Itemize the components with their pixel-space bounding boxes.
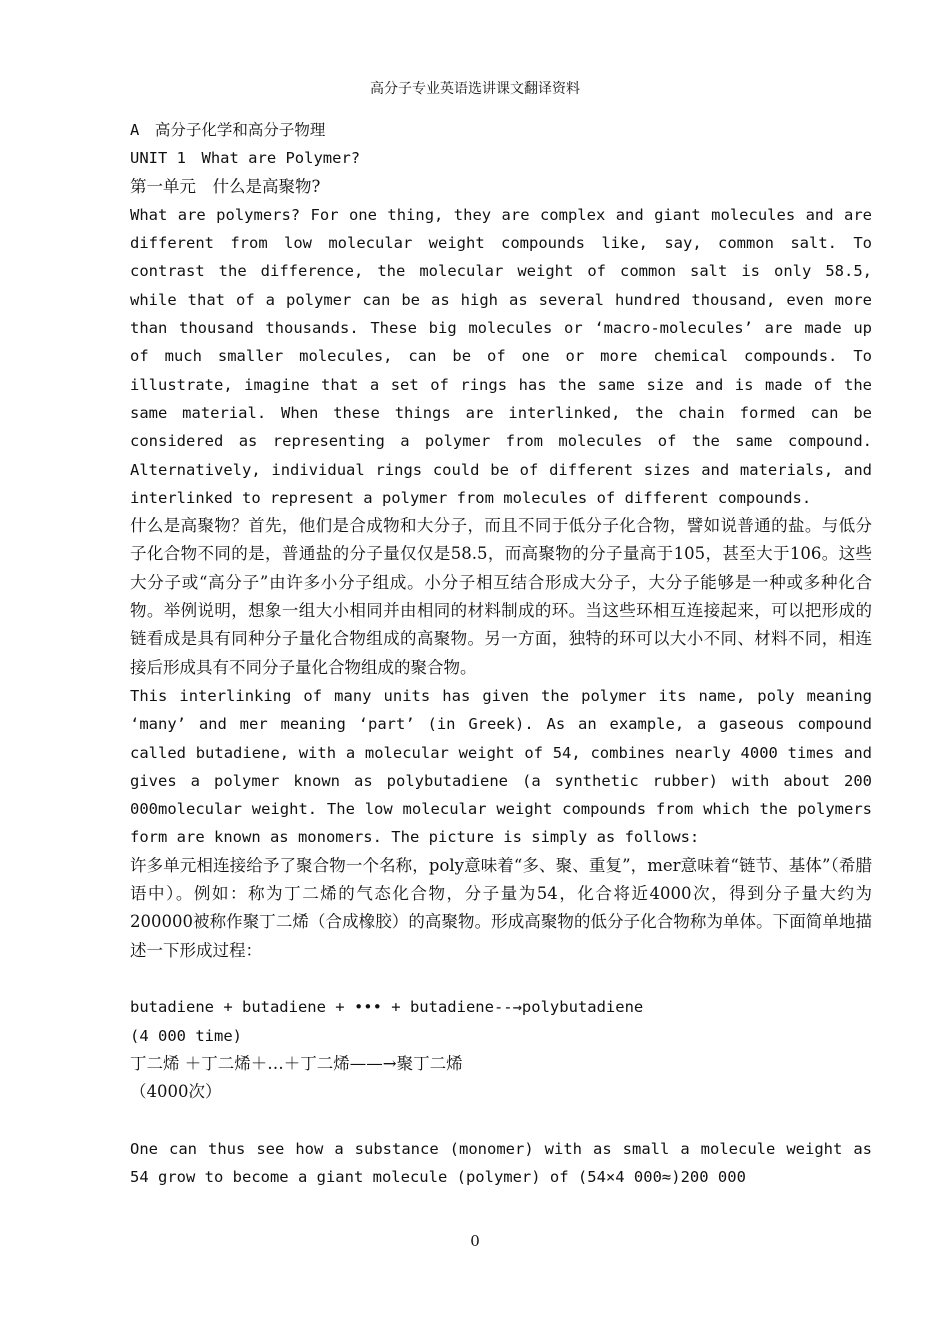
equation-zh: 丁二烯 ＋丁二烯＋…＋丁二烯——→聚丁二烯 [130,1053,463,1073]
paragraph-2-zh: 许多单元相连接给予了聚合物一个名称，poly意味着“多、聚、重复”，mer意味着“链节、基体”（希腊语中）。例如：称为丁二烯的气态化合物，分子量为54，化合将近4000次，得到分子量大约为200000被称作聚丁二烯（合成橡胶）的高聚物。形成高聚物的低分子化合物称为单体。下面简单地描述一下形成过程： [130,855,872,960]
page-header: 高分子专业英语选讲课文翻译资料 [370,81,580,97]
unit-title-en: UNIT 1 What are Polymer? [130,149,361,168]
spacer [130,965,872,993]
equation-en-note: (4 000 time) [130,1026,242,1045]
page-number: 0 [470,1232,480,1250]
equation-en: butadiene + butadiene + ••• + butadiene--→polybutadiene [130,998,644,1017]
section-heading: A 高分子化学和高分子物理 [130,121,326,139]
paragraph-1-zh: 什么是高聚物？首先，他们是合成物和大分子，而且不同于低分子化合物，譬如说普通的盐。与低分子化合物不同的是，普通盐的分子量仅仅是58.5，而高聚物的分子量高于105，甚至大于106。这些大分子或“高分子”由许多小分子组成。小分子相互结合形成大分子，大分子能够是一种或多种化合物。举例说明，想象一组大小相同并由相同的材料制成的环。当这些环相互连接起来，可以把形成的链看成是具有同种分子量化合物组成的高聚物。另一方面，独特的环可以大小不同、材料不同，相连接后形成具有不同分子量化合物组成的聚合物。 [130,516,872,677]
document-body [130,116,872,1191]
paragraph-1-en: What are polymers? For one thing, they are complex and giant molecules and are different from low molecular weight compounds like, say, common salt. To contrast the difference, the molecular weight of common salt is only 58.5, while that of a polymer can be as high as several hundred thousand, even more than thousand thousands. These big molecules or ‘macro-molecules’ are made up of much smaller molecules, can be of one or more chemical compounds. To illustrate, imagine that a set of rings has the same size and is made of the same material. When these things are interlinked, the chain formed can be considered as representing a polymer from molecules of the same compound. Alternatively, individual rings could be of different sizes and materials, and interlinked to represent a polymer from molecules of different compounds. [130,205,872,507]
equation-zh-note: （4000次） [130,1082,222,1102]
spacer [130,1106,872,1134]
paragraph-3-en: One can thus see how a substance (monomer) with as small a molecule weight as 54 grow to become a giant molecule (polymer) of (54×4 000≈)200 000 [130,1139,872,1186]
paragraph-2-en: This interlinking of many units has given the polymer its name, poly meaning ‘many’ and mer meaning ‘part’ (in Greek). As an example, a gaseous compound called butadiene, with a molecular weight of 54, combines nearly 4000 times and gives a polymer known as polybutadiene (a synthetic rubber) with about 200 000molecular weight. The low molecular weight compounds from which the polymers form are known as monomers. The picture is simply as follows: [130,686,872,847]
unit-title-zh: 第一单元 什么是高聚物? [130,176,321,196]
